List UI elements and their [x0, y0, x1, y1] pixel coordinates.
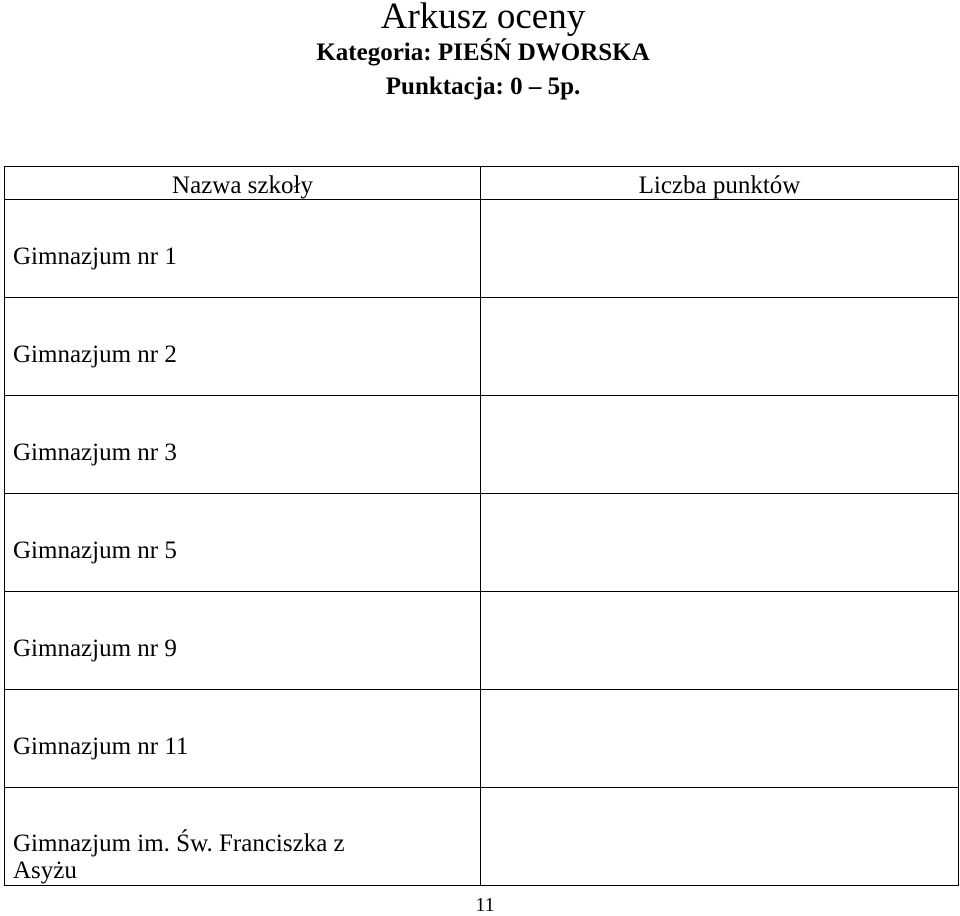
table-row [5, 788, 959, 886]
evaluation-table [4, 166, 959, 886]
points-cell[interactable] [481, 690, 959, 788]
page-title: Arkusz oceny [380, 0, 586, 37]
points-cell[interactable] [481, 200, 959, 298]
points-cell[interactable] [481, 298, 959, 396]
table-row [5, 396, 959, 494]
table-header-row [5, 167, 959, 200]
school-name-cell: Gimnazjum nr 9 [5, 592, 481, 690]
points-cell[interactable] [481, 494, 959, 592]
column-header-school: Nazwa szkoły [5, 167, 481, 200]
page-number: 11 [475, 894, 495, 916]
points-cell[interactable] [481, 592, 959, 690]
school-name-cell: Gimnazjum nr 2 [5, 298, 481, 396]
school-name-cell: Gimnazjum nr 3 [5, 396, 481, 494]
table-row [5, 298, 959, 396]
points-cell[interactable] [481, 396, 959, 494]
table-row [5, 592, 959, 690]
category-label: Kategoria: PIEŚŃ DWORSKA [316, 39, 650, 66]
table-row [5, 494, 959, 592]
school-name-cell: Gimnazjum nr 11 [5, 690, 481, 788]
school-name-cell: Gimnazjum im. Św. Franciszka z Asyżu [5, 788, 481, 886]
table-row [5, 690, 959, 788]
school-name-cell: Gimnazjum nr 1 [5, 200, 481, 298]
table-row [5, 200, 959, 298]
column-header-points: Liczba punktów [481, 167, 959, 200]
scoring-label: Punktacja: 0 – 5p. [385, 73, 581, 100]
school-name-cell: Gimnazjum nr 5 [5, 494, 481, 592]
points-cell[interactable] [481, 788, 959, 886]
